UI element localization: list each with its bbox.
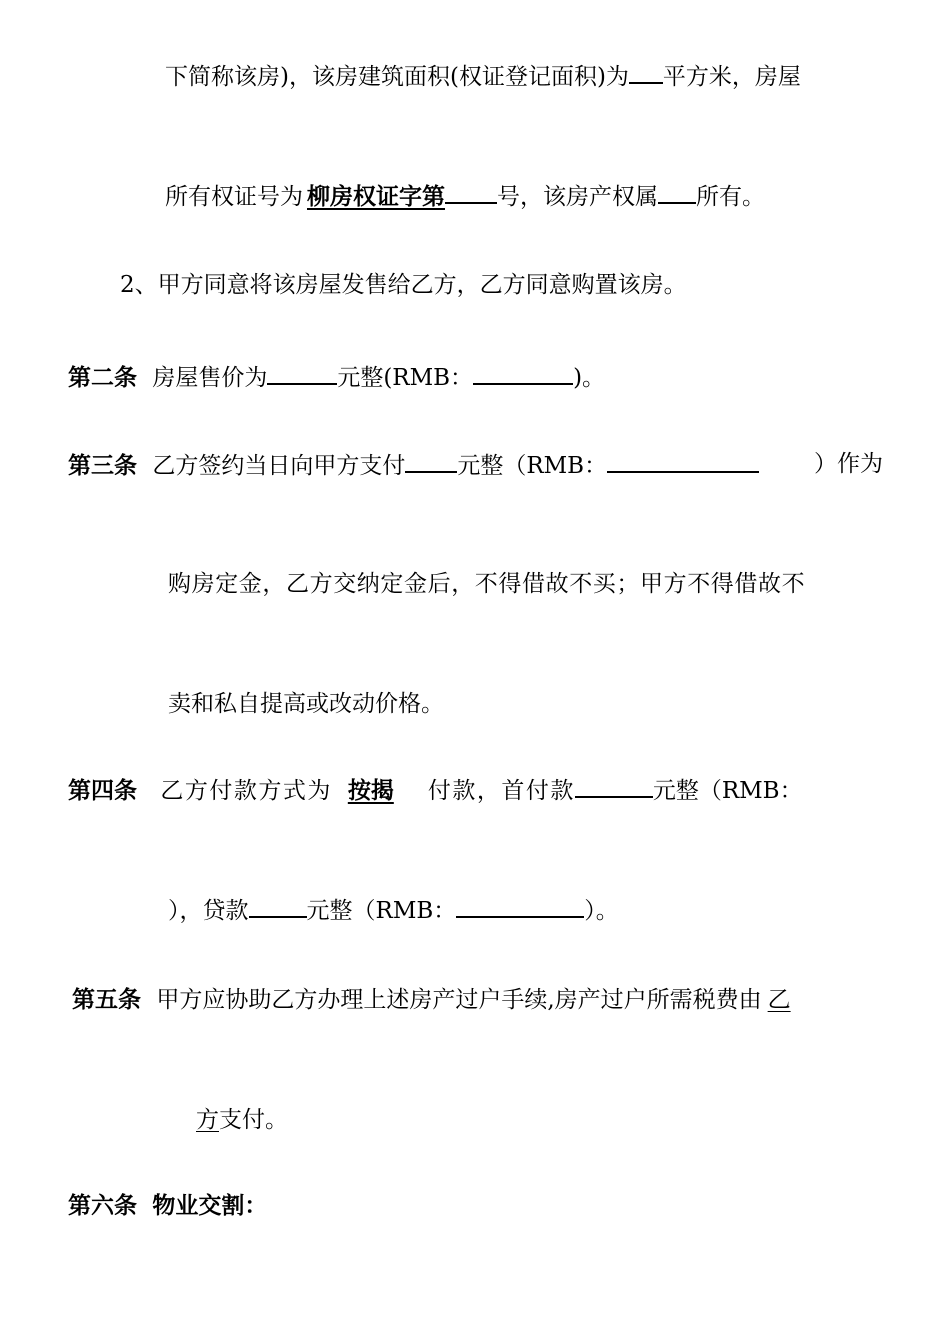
loan-rmb-blank bbox=[456, 894, 584, 918]
article-4-text-b: 付款，首付款 bbox=[427, 778, 575, 804]
article-3-line3 bbox=[168, 689, 444, 719]
price-blank bbox=[267, 361, 337, 385]
item-2 bbox=[120, 270, 687, 300]
article-3-text-c: ）作为 bbox=[814, 451, 883, 477]
article-3-line1 bbox=[68, 449, 883, 481]
article-3-text-line2: 购房定金，乙方交纳定金后，不得借故不买；甲方不得借故不 bbox=[168, 571, 806, 597]
article-4-text-a: 乙方付款方式为 bbox=[160, 778, 332, 804]
article-6-label: 第六条 bbox=[68, 1193, 137, 1219]
article-3-text-line3: 卖和私自提高或改动价格。 bbox=[168, 691, 444, 717]
loan-blank bbox=[249, 894, 307, 918]
ownership-end-text: 所有。 bbox=[696, 184, 765, 210]
article-4-label: 第四条 bbox=[68, 778, 137, 804]
cert-number-prefix: 柳房权证字第 bbox=[307, 184, 445, 210]
article-2-text-a: 房屋售价为 bbox=[152, 365, 268, 391]
article-5-line2 bbox=[196, 1105, 288, 1135]
article-2-text-c: )。 bbox=[573, 365, 606, 391]
article-4-line1 bbox=[68, 774, 883, 806]
deposit-blank bbox=[405, 449, 457, 473]
tax-payer-part2: 方 bbox=[196, 1107, 219, 1133]
article-5-line1 bbox=[72, 985, 791, 1015]
article-3-label: 第三条 bbox=[68, 453, 137, 479]
article-5-text-b: 支付。 bbox=[219, 1107, 288, 1133]
article-2-label: 第二条 bbox=[68, 365, 137, 391]
area-blank bbox=[629, 60, 663, 84]
article-3-text-a: 乙方签约当日向甲方支付 bbox=[152, 453, 406, 479]
area-unit-text: 平方米，房屋 bbox=[662, 64, 801, 90]
article-2 bbox=[68, 361, 605, 393]
article-4-line2 bbox=[168, 894, 619, 926]
article-5-text-a: 甲方应协助乙方办理上述房产过户手续,房产过户所需税费由 bbox=[156, 987, 762, 1013]
article-6 bbox=[68, 1191, 267, 1221]
area-clause-line1 bbox=[165, 60, 801, 92]
area-clause-text: 下简称该房)，该房建筑面积(权证登记面积)为 bbox=[165, 64, 629, 90]
owner-blank bbox=[658, 180, 696, 204]
article-3-text-b: 元整（RMB： bbox=[457, 453, 608, 479]
article-3-line2 bbox=[168, 569, 882, 599]
item-2-text: 2、甲方同意将该房屋发售给乙方，乙方同意购置该房。 bbox=[120, 272, 687, 298]
deposit-rmb-blank bbox=[607, 449, 759, 473]
article-4-text-c: 元整（RMB： bbox=[652, 778, 803, 804]
cert-clause-text: 所有权证号为 bbox=[165, 184, 303, 210]
article-6-title: 物业交割： bbox=[152, 1193, 268, 1219]
cert-number-blank bbox=[445, 180, 497, 204]
article-4-text-line2-a: ），贷款 bbox=[168, 898, 249, 924]
down-payment-blank bbox=[575, 774, 653, 798]
article-2-text-b: 元整(RMB： bbox=[337, 365, 474, 391]
ownership-text: 号，该房产权属 bbox=[497, 184, 658, 210]
article-5-label: 第五条 bbox=[72, 987, 141, 1013]
price-rmb-blank bbox=[473, 361, 573, 385]
article-4-text-line2-b: 元整（RMB： bbox=[306, 898, 457, 924]
article-4-text-line2-c: ）。 bbox=[584, 898, 619, 924]
payment-method: 按揭 bbox=[347, 778, 394, 804]
cert-clause-line bbox=[165, 180, 765, 212]
tax-payer-part1: 乙 bbox=[767, 987, 791, 1013]
